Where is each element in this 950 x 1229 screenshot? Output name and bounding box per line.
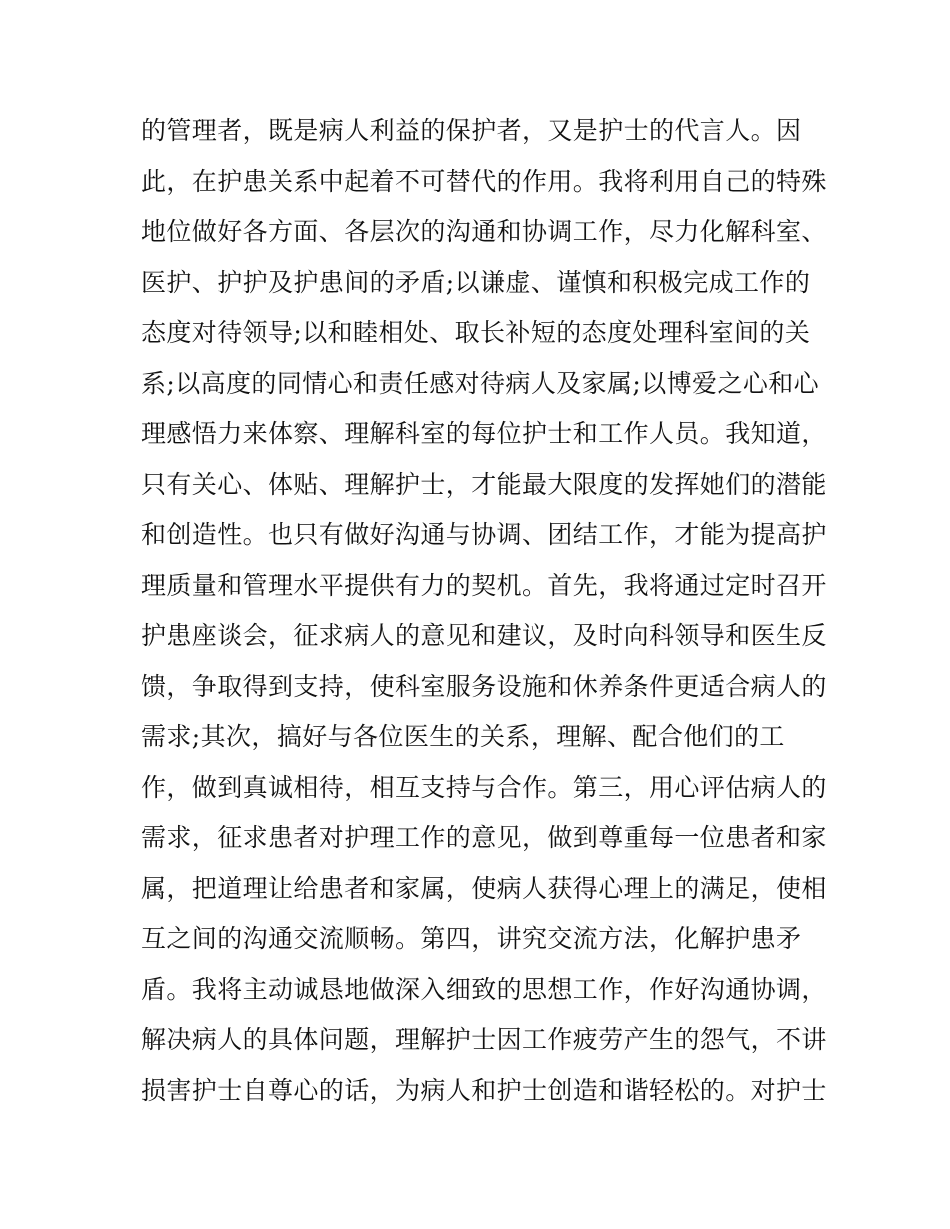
text-line: 馈，争取得到支持，使科室服务设施和休养条件更适合病人的: [141, 671, 827, 701]
text-line: 地位做好各方面、各层次的沟通和协调工作，尽力化解科室、: [141, 217, 827, 246]
text-line: 互之间的沟通交流顺畅。第四，讲究交流方法，化解护患矛: [141, 924, 802, 953]
text-line: 只有关心、体贴、理解护士，才能最大限度的发挥她们的潜能: [141, 469, 827, 499]
body-text: [141, 106, 831, 1116]
text-line: 需求;其次，搞好与各位医生的关系，理解、配合他们的工: [141, 722, 785, 751]
text-line: 医护、护护及护患间的矛盾;以谦虚、谨慎和积极完成工作的: [141, 267, 811, 297]
text-line: 的管理者，既是病人利益的保护者，又是护士的代言人。因: [141, 116, 802, 145]
text-line: 理质量和管理水平提供有力的契机。首先，我将通过定时召开: [141, 570, 827, 600]
text-line: 此，在护患关系中起着不可替代的作用。我将利用自己的特殊: [141, 166, 827, 196]
text-line: 解决病人的具体问题，理解护士因工作疲劳产生的怨气，不讲: [141, 1025, 827, 1054]
text-line: 护患座谈会，征求病人的意见和建议，及时向科领导和医生反: [141, 621, 827, 650]
text-line: 需求，征求患者对护理工作的意见，做到尊重每一位患者和家: [141, 823, 827, 852]
text-line: 态度对待领导;以和睦相处、取长补短的态度处理科室间的关: [141, 318, 811, 347]
text-line: 系;以高度的同情心和责任感对待病人及家属;以博爱之心和心: [141, 368, 820, 398]
text-line: 理感悟力来体察、理解科室的每位护士和工作人员。我知道，: [141, 419, 827, 448]
text-line: 和创造性。也只有做好沟通与协调、团结工作，才能为提高护: [141, 520, 827, 549]
text-line: 作，做到真诚相待，相互支持与合作。第三，用心评估病人的: [141, 772, 827, 802]
text-line: 损害护士自尊心的话，为病人和护士创造和谐轻松的。对护士: [141, 1075, 827, 1105]
text-line: 盾。我将主动诚恳地做深入细致的思想工作，作好沟通协调，: [141, 974, 827, 1004]
text-line: 属，把道理让给患者和家属，使病人获得心理上的满足，使相: [141, 873, 827, 903]
